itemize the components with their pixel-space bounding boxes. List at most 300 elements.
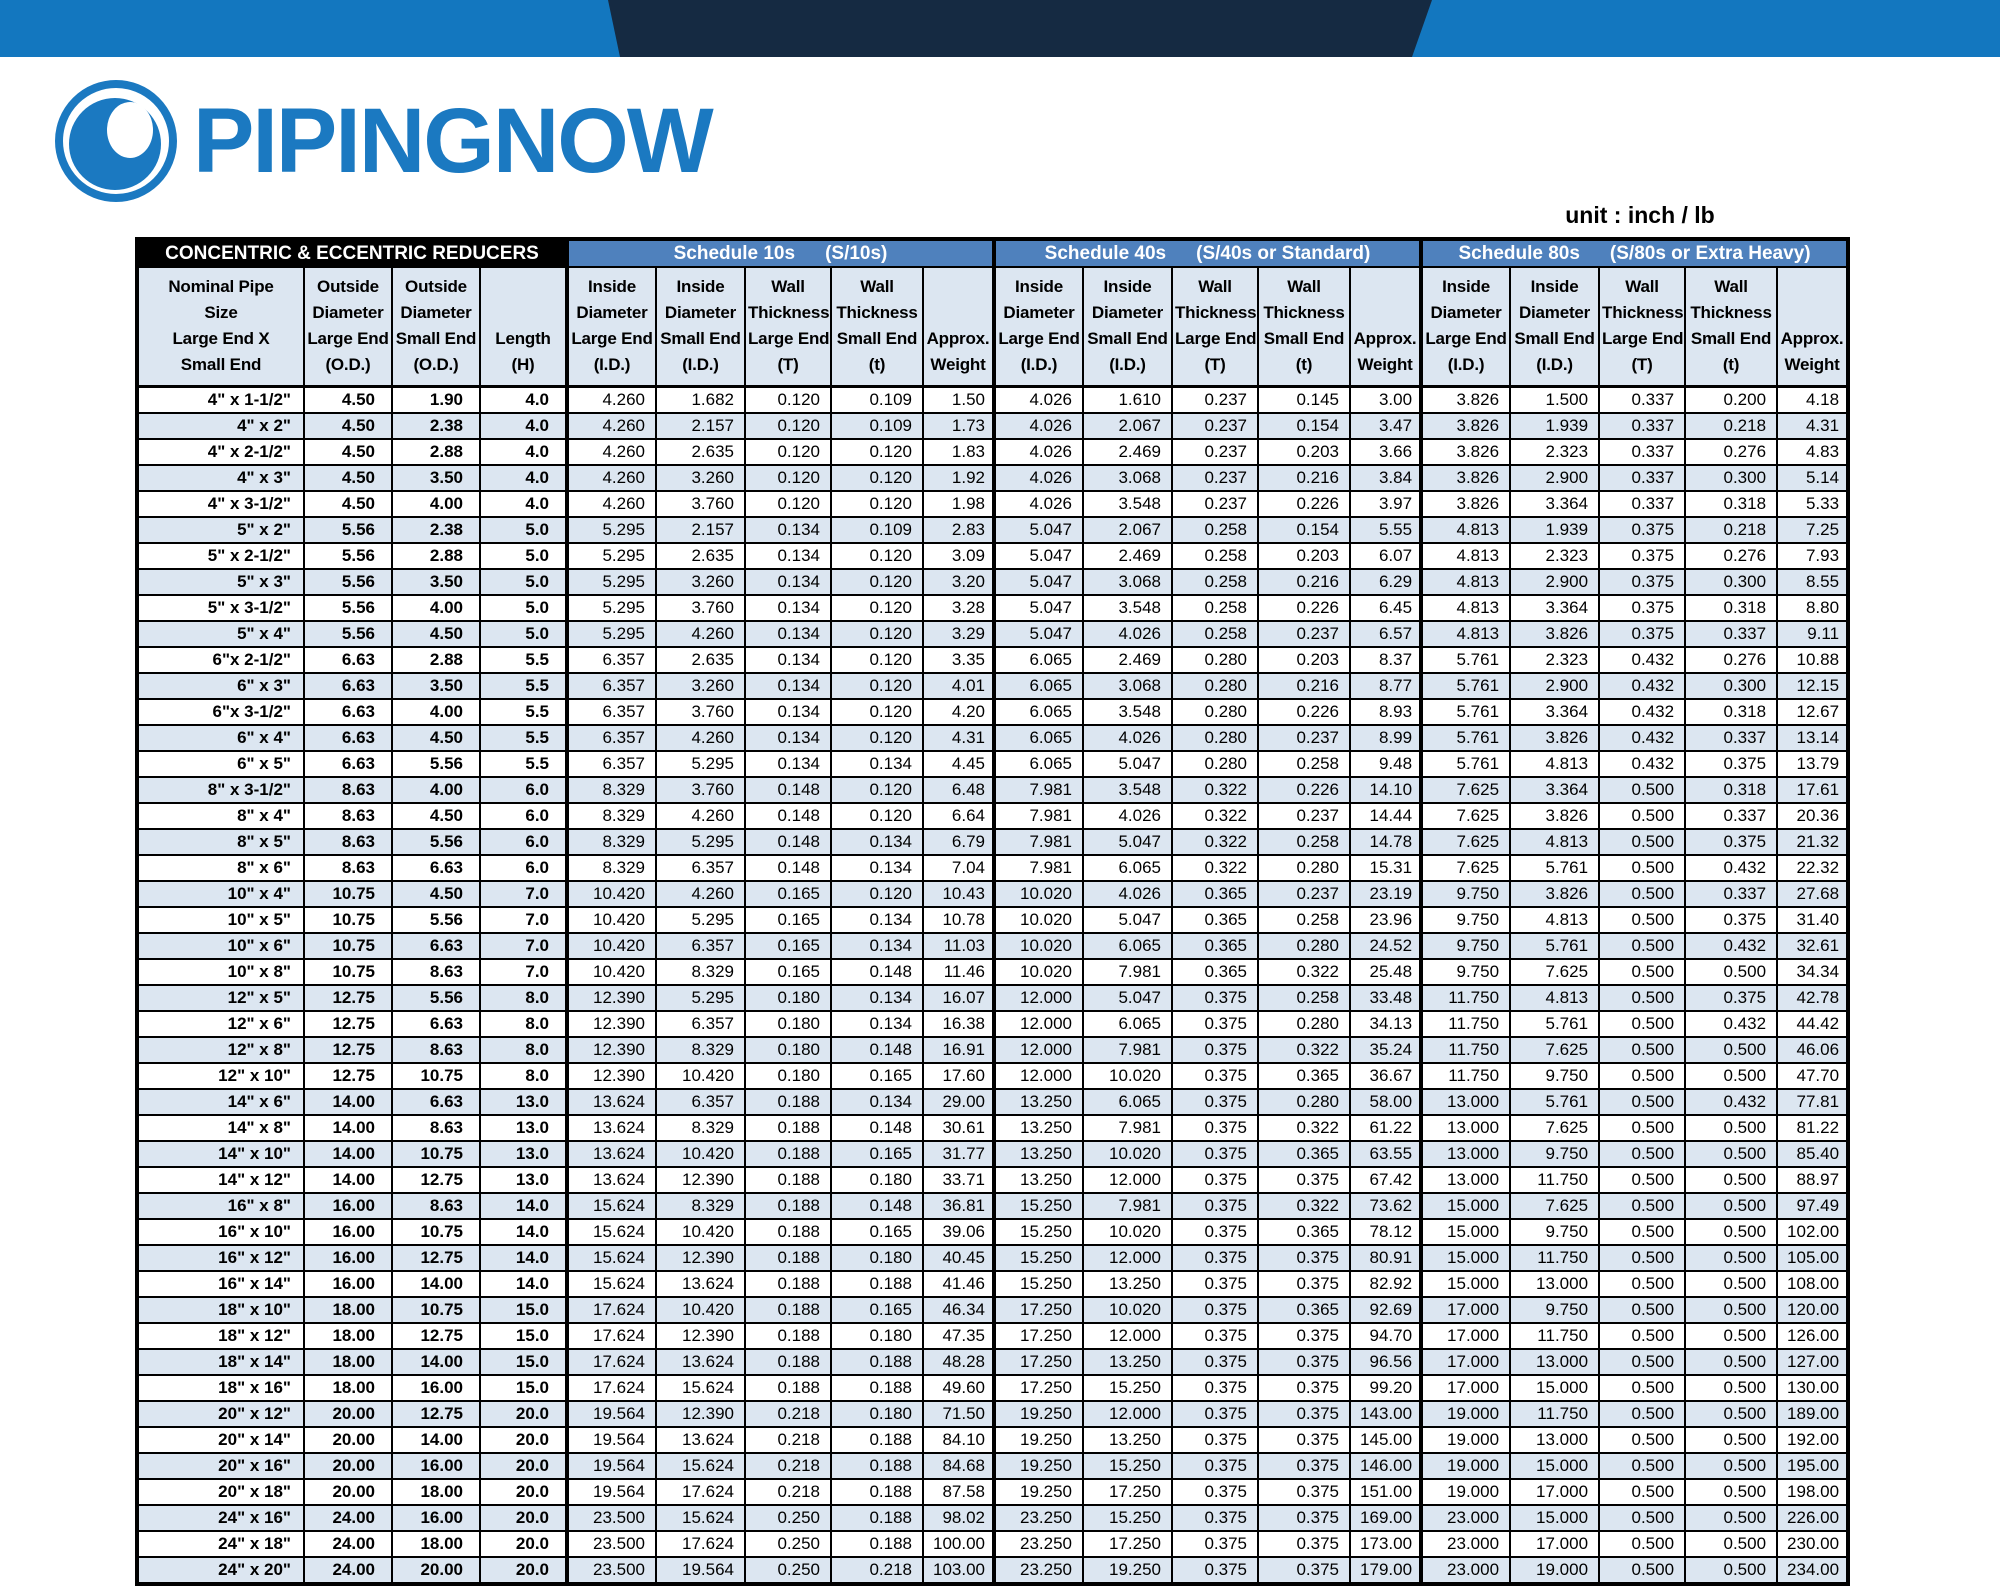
table-cell: 31.40: [1777, 907, 1848, 933]
table-cell: 0.500: [1599, 855, 1685, 881]
table-cell: 0.280: [1258, 933, 1350, 959]
table-cell: 4.026: [1083, 621, 1172, 647]
table-cell: 17.624: [567, 1323, 656, 1349]
table-cell: 0.148: [831, 1115, 923, 1141]
table-cell: 5.56: [304, 517, 392, 543]
table-cell: 10.75: [304, 959, 392, 985]
table-cell: 5.5: [480, 673, 567, 699]
table-cell: 0.337: [1599, 465, 1685, 491]
table-cell: 1.500: [1510, 387, 1599, 414]
table-cell: 13.624: [656, 1427, 745, 1453]
table-cell: 4.50: [304, 439, 392, 465]
table-cell: 14.00: [304, 1141, 392, 1167]
table-cell: 15.250: [994, 1219, 1083, 1245]
column-header: Inside Diameter Large End (I.D.): [567, 267, 656, 387]
table-cell: 6.357: [656, 933, 745, 959]
table-cell: 5.761: [1510, 1089, 1599, 1115]
table-cell: 31.77: [923, 1141, 994, 1167]
table-cell: 0.109: [831, 387, 923, 414]
table-cell: 2.38: [392, 413, 480, 439]
table-cell: 0.120: [831, 465, 923, 491]
table-cell: 234.00: [1777, 1557, 1848, 1584]
table-cell: 3.068: [1083, 673, 1172, 699]
table-cell: 0.120: [831, 673, 923, 699]
table-cell: 0.375: [1172, 1375, 1258, 1401]
table-cell: 20" x 12": [137, 1401, 304, 1427]
table-cell: 9.750: [1421, 933, 1510, 959]
table-cell: 10.020: [1083, 1141, 1172, 1167]
table-cell: 20.36: [1777, 803, 1848, 829]
table-cell: 5.047: [1083, 985, 1172, 1011]
table-cell: 14" x 10": [137, 1141, 304, 1167]
column-header: Wall Thickness Large End (T): [745, 267, 831, 387]
table-cell: 0.180: [745, 1011, 831, 1037]
table-cell: 5" x 3-1/2": [137, 595, 304, 621]
table-cell: 2.323: [1510, 439, 1599, 465]
table-cell: 0.165: [745, 959, 831, 985]
table-cell: 47.35: [923, 1323, 994, 1349]
table-cell: 7.0: [480, 933, 567, 959]
table-cell: 6.357: [567, 647, 656, 673]
table-cell: 99.20: [1350, 1375, 1421, 1401]
table-cell: 8.63: [304, 855, 392, 881]
table-cell: 20.0: [480, 1531, 567, 1557]
table-cell: 9.750: [1510, 1141, 1599, 1167]
table-cell: 84.68: [923, 1453, 994, 1479]
table-cell: 15.000: [1421, 1245, 1510, 1271]
table-cell: 0.375: [1172, 1141, 1258, 1167]
table-cell: 10" x 8": [137, 959, 304, 985]
table-cell: 14.78: [1350, 829, 1421, 855]
table-cell: 1.92: [923, 465, 994, 491]
table-cell: 13.250: [994, 1115, 1083, 1141]
table-cell: 96.56: [1350, 1349, 1421, 1375]
table-cell: 17.000: [1421, 1297, 1510, 1323]
table-cell: 4.260: [656, 881, 745, 907]
table-cell: 61.22: [1350, 1115, 1421, 1141]
table-cell: 6.065: [994, 647, 1083, 673]
table-cell: 15.000: [1421, 1193, 1510, 1219]
table-cell: 0.188: [745, 1349, 831, 1375]
table-cell: 92.69: [1350, 1297, 1421, 1323]
schedule-label: Schedule 40s: [1044, 242, 1167, 264]
table-row: [137, 1193, 1848, 1219]
table-cell: 15.250: [994, 1245, 1083, 1271]
table-cell: 16.00: [304, 1245, 392, 1271]
table-cell: 23.250: [994, 1531, 1083, 1557]
table-cell: 4.0: [480, 491, 567, 517]
table-cell: 11.750: [1510, 1323, 1599, 1349]
table-cell: 13.250: [1083, 1427, 1172, 1453]
table-cell: 98.02: [923, 1505, 994, 1531]
table-cell: 3.28: [923, 595, 994, 621]
table-cell: 10.420: [567, 907, 656, 933]
table-cell: 3.260: [656, 673, 745, 699]
table-cell: 6" x 5": [137, 751, 304, 777]
table-cell: 0.180: [831, 1323, 923, 1349]
table-cell: 1.610: [1083, 387, 1172, 414]
column-header: Wall Thickness Small End (t): [831, 267, 923, 387]
table-cell: 97.49: [1777, 1193, 1848, 1219]
table-cell: 0.134: [745, 543, 831, 569]
table-cell: 3.47: [1350, 413, 1421, 439]
column-header: Length (H): [480, 267, 567, 387]
table-cell: 17.000: [1421, 1323, 1510, 1349]
table-cell: 4" x 3-1/2": [137, 491, 304, 517]
table-cell: 10.420: [567, 959, 656, 985]
table-cell: 36.67: [1350, 1063, 1421, 1089]
table-cell: 10.020: [994, 881, 1083, 907]
table-cell: 23.500: [567, 1531, 656, 1557]
table-cell: 4.026: [994, 465, 1083, 491]
table-cell: 4.50: [304, 387, 392, 414]
table-cell: 0.120: [831, 439, 923, 465]
table-cell: 0.375: [1172, 1167, 1258, 1193]
table-cell: 0.188: [831, 1453, 923, 1479]
table-cell: 189.00: [1777, 1401, 1848, 1427]
table-cell: 33.48: [1350, 985, 1421, 1011]
table-cell: 0.375: [1599, 595, 1685, 621]
table-cell: 36.81: [923, 1193, 994, 1219]
table-cell: 0.218: [1685, 517, 1777, 543]
table-cell: 6.63: [304, 699, 392, 725]
table-cell: 8.63: [392, 1115, 480, 1141]
table-cell: 13.000: [1510, 1427, 1599, 1453]
table-cell: 8.63: [304, 829, 392, 855]
table-cell: 13.624: [567, 1141, 656, 1167]
table-cell: 0.237: [1172, 465, 1258, 491]
table-cell: 16" x 10": [137, 1219, 304, 1245]
table-cell: 5.761: [1421, 751, 1510, 777]
table-cell: 0.120: [831, 543, 923, 569]
table-cell: 15.000: [1421, 1271, 1510, 1297]
table-cell: 5.047: [994, 595, 1083, 621]
table-cell: 12.000: [994, 1037, 1083, 1063]
table-cell: 7.625: [1421, 855, 1510, 881]
table-cell: 5.56: [304, 543, 392, 569]
table-cell: 12.390: [567, 1037, 656, 1063]
table-cell: 15.624: [567, 1271, 656, 1297]
table-cell: 5.047: [994, 621, 1083, 647]
table-cell: 0.500: [1599, 829, 1685, 855]
table-cell: 5.761: [1421, 647, 1510, 673]
table-cell: 7.981: [994, 777, 1083, 803]
table-cell: 4.260: [656, 621, 745, 647]
table-cell: 100.00: [923, 1531, 994, 1557]
table-cell: 8.329: [567, 855, 656, 881]
table-cell: 15.250: [1083, 1375, 1172, 1401]
table-cell: 0.188: [745, 1271, 831, 1297]
table-cell: 0.500: [1599, 1531, 1685, 1557]
table-cell: 192.00: [1777, 1427, 1848, 1453]
table-cell: 73.62: [1350, 1193, 1421, 1219]
table-cell: 8.63: [392, 1037, 480, 1063]
table-row: [137, 1037, 1848, 1063]
table-cell: 6.357: [567, 699, 656, 725]
table-row: [137, 1011, 1848, 1037]
column-header: Wall Thickness Small End (t): [1685, 267, 1777, 387]
table-cell: 17.624: [567, 1375, 656, 1401]
schedule-label: Schedule 80s: [1458, 242, 1580, 264]
table-cell: 14" x 6": [137, 1089, 304, 1115]
table-cell: 102.00: [1777, 1219, 1848, 1245]
table-cell: 13.0: [480, 1167, 567, 1193]
table-cell: 16" x 14": [137, 1271, 304, 1297]
table-cell: 11.750: [1421, 1037, 1510, 1063]
table-cell: 3.364: [1510, 777, 1599, 803]
table-cell: 0.200: [1685, 387, 1777, 414]
table-cell: 179.00: [1350, 1557, 1421, 1584]
table-cell: 151.00: [1350, 1479, 1421, 1505]
table-cell: 0.375: [1172, 1531, 1258, 1557]
table-cell: 4.00: [392, 491, 480, 517]
group-header-schedule-1: [567, 239, 994, 267]
top-banner: [0, 0, 2000, 57]
table-cell: 0.258: [1258, 829, 1350, 855]
table-cell: 7.0: [480, 907, 567, 933]
table-cell: 5.295: [656, 907, 745, 933]
table-cell: 0.375: [1172, 1505, 1258, 1531]
table-row: [137, 751, 1848, 777]
table-cell: 3.826: [1421, 439, 1510, 465]
table-cell: 3.760: [656, 491, 745, 517]
table-cell: 10" x 6": [137, 933, 304, 959]
table-row: [137, 517, 1848, 543]
table-cell: 0.134: [745, 725, 831, 751]
table-cell: 5.295: [567, 569, 656, 595]
table-cell: 8.329: [567, 777, 656, 803]
table-cell: 0.337: [1685, 725, 1777, 751]
table-cell: 0.120: [745, 387, 831, 414]
table-cell: 0.322: [1258, 1037, 1350, 1063]
table-cell: 0.318: [1685, 777, 1777, 803]
table-cell: 3.20: [923, 569, 994, 595]
table-cell: 4.31: [923, 725, 994, 751]
table-cell: 0.500: [1599, 1063, 1685, 1089]
table-cell: 20.00: [304, 1401, 392, 1427]
table-cell: 0.237: [1172, 491, 1258, 517]
table-cell: 2.88: [392, 439, 480, 465]
table-cell: 6.63: [392, 855, 480, 881]
table-cell: 0.276: [1685, 439, 1777, 465]
table-cell: 0.188: [831, 1271, 923, 1297]
table-cell: 9.750: [1421, 907, 1510, 933]
table-cell: 0.300: [1685, 465, 1777, 491]
table-cell: 1.73: [923, 413, 994, 439]
table-cell: 0.375: [1172, 1115, 1258, 1141]
table-cell: 14.00: [304, 1115, 392, 1141]
table-cell: 0.280: [1172, 673, 1258, 699]
table-cell: 18" x 12": [137, 1323, 304, 1349]
table-cell: 0.120: [831, 491, 923, 517]
table-cell: 5.047: [994, 517, 1083, 543]
table-cell: 6.0: [480, 855, 567, 881]
table-cell: 8.63: [392, 959, 480, 985]
table-cell: 2.067: [1083, 413, 1172, 439]
table-row: [137, 673, 1848, 699]
table-cell: 4.00: [392, 595, 480, 621]
table-cell: 0.337: [1685, 803, 1777, 829]
table-cell: 4.18: [1777, 387, 1848, 414]
table-cell: 5.56: [392, 829, 480, 855]
table-cell: 24.52: [1350, 933, 1421, 959]
table-cell: 6.357: [656, 855, 745, 881]
table-cell: 0.500: [1685, 1271, 1777, 1297]
table-cell: 0.375: [1172, 1297, 1258, 1323]
table-cell: 15.250: [994, 1193, 1083, 1219]
table-cell: 6.63: [304, 751, 392, 777]
table-cell: 19.250: [994, 1427, 1083, 1453]
table-cell: 0.180: [745, 1037, 831, 1063]
table-cell: 3.364: [1510, 699, 1599, 725]
table-cell: 4.260: [567, 439, 656, 465]
table-cell: 7.625: [1510, 1115, 1599, 1141]
table-cell: 24.00: [304, 1531, 392, 1557]
table-cell: 12.000: [1083, 1245, 1172, 1271]
table-cell: 7.625: [1510, 959, 1599, 985]
group-header-row: [137, 239, 1848, 267]
table-cell: 46.06: [1777, 1037, 1848, 1063]
table-cell: 4.813: [1510, 907, 1599, 933]
table-cell: 5.295: [567, 517, 656, 543]
table-cell: 13.250: [1083, 1349, 1172, 1375]
table-cell: 0.322: [1258, 959, 1350, 985]
table-cell: 0.165: [831, 1063, 923, 1089]
table-cell: 0.226: [1258, 777, 1350, 803]
table-cell: 4.813: [1510, 985, 1599, 1011]
table-cell: 6" x 3": [137, 673, 304, 699]
table-cell: 0.500: [1599, 881, 1685, 907]
table-cell: 11.750: [1421, 1011, 1510, 1037]
table-cell: 10.75: [392, 1219, 480, 1245]
table-cell: 16.00: [392, 1453, 480, 1479]
table-cell: 4.0: [480, 387, 567, 414]
table-cell: 4.813: [1421, 543, 1510, 569]
table-cell: 12.000: [994, 1063, 1083, 1089]
table-cell: 0.432: [1685, 1089, 1777, 1115]
table-cell: 9.750: [1421, 959, 1510, 985]
table-cell: 10.420: [567, 933, 656, 959]
table-cell: 77.81: [1777, 1089, 1848, 1115]
table-cell: 4.01: [923, 673, 994, 699]
table-cell: 126.00: [1777, 1323, 1848, 1349]
table-row: [137, 465, 1848, 491]
table-cell: 13.14: [1777, 725, 1848, 751]
table-cell: 15.624: [656, 1375, 745, 1401]
table-cell: 5.761: [1421, 725, 1510, 751]
table-cell: 6.29: [1350, 569, 1421, 595]
table-cell: 0.500: [1685, 1453, 1777, 1479]
table-cell: 0.145: [1258, 387, 1350, 414]
table-cell: 13.250: [994, 1089, 1083, 1115]
table-cell: 0.165: [745, 881, 831, 907]
table-cell: 7.625: [1421, 777, 1510, 803]
table-cell: 0.237: [1172, 387, 1258, 414]
table-cell: 5.761: [1510, 855, 1599, 881]
table-cell: 4.50: [392, 725, 480, 751]
table-cell: 7.981: [994, 829, 1083, 855]
table-cell: 80.91: [1350, 1245, 1421, 1271]
table-cell: 120.00: [1777, 1297, 1848, 1323]
table-cell: 4.813: [1510, 751, 1599, 777]
table-cell: 5.55: [1350, 517, 1421, 543]
table-cell: 0.203: [1258, 439, 1350, 465]
table-cell: 15.250: [1083, 1505, 1172, 1531]
table-cell: 1.682: [656, 387, 745, 414]
table-cell: 0.148: [831, 1193, 923, 1219]
table-cell: 0.120: [831, 569, 923, 595]
table-cell: 16.00: [304, 1219, 392, 1245]
table-cell: 0.365: [1258, 1297, 1350, 1323]
column-header: Nominal Pipe Size Large End X Small End: [137, 267, 304, 387]
table-row: [137, 725, 1848, 751]
table-cell: 3.548: [1083, 699, 1172, 725]
table-cell: 6.065: [1083, 1011, 1172, 1037]
table-cell: 0.258: [1258, 907, 1350, 933]
table-cell: 11.750: [1510, 1401, 1599, 1427]
table-cell: 84.10: [923, 1427, 994, 1453]
table-cell: 5.761: [1421, 699, 1510, 725]
table-cell: 11.46: [923, 959, 994, 985]
column-header: Inside Diameter Small End (I.D.): [656, 267, 745, 387]
table-cell: 0.218: [745, 1401, 831, 1427]
table-cell: 0.500: [1599, 1089, 1685, 1115]
table-cell: 2.88: [392, 647, 480, 673]
table-cell: 0.375: [1599, 569, 1685, 595]
table-cell: 0.365: [1172, 959, 1258, 985]
table-cell: 0.318: [1685, 595, 1777, 621]
table-cell: 0.500: [1685, 1037, 1777, 1063]
table-cell: 0.134: [831, 855, 923, 881]
table-cell: 6.065: [1083, 933, 1172, 959]
table-cell: 0.165: [745, 933, 831, 959]
table-cell: 0.280: [1258, 855, 1350, 881]
table-cell: 2.900: [1510, 569, 1599, 595]
table-cell: 15.624: [656, 1453, 745, 1479]
table-cell: 6.357: [567, 673, 656, 699]
table-cell: 32.61: [1777, 933, 1848, 959]
table-cell: 15.000: [1510, 1453, 1599, 1479]
table-cell: 0.120: [831, 777, 923, 803]
table-cell: 0.500: [1599, 1167, 1685, 1193]
table-cell: 143.00: [1350, 1401, 1421, 1427]
table-cell: 7.93: [1777, 543, 1848, 569]
table-cell: 9.48: [1350, 751, 1421, 777]
table-cell: 0.375: [1258, 1505, 1350, 1531]
table-cell: 78.12: [1350, 1219, 1421, 1245]
table-cell: 9.750: [1421, 881, 1510, 907]
table-cell: 0.365: [1258, 1219, 1350, 1245]
table-cell: 5.56: [304, 569, 392, 595]
table-cell: 11.750: [1421, 1063, 1510, 1089]
table-cell: 20.0: [480, 1479, 567, 1505]
table-cell: 0.134: [745, 647, 831, 673]
table-row: [137, 829, 1848, 855]
table-cell: 0.375: [1258, 1531, 1350, 1557]
table-cell: 21.32: [1777, 829, 1848, 855]
table-cell: 0.237: [1258, 725, 1350, 751]
table-cell: 0.218: [831, 1557, 923, 1584]
table-cell: 3.97: [1350, 491, 1421, 517]
table-cell: 0.500: [1599, 1505, 1685, 1531]
table-cell: 0.375: [1172, 1401, 1258, 1427]
table-cell: 230.00: [1777, 1531, 1848, 1557]
table-cell: 6"x 3-1/2": [137, 699, 304, 725]
table-cell: 18.00: [392, 1531, 480, 1557]
table-cell: 0.258: [1258, 985, 1350, 1011]
table-cell: 24.00: [304, 1557, 392, 1584]
table-cell: 12.390: [567, 985, 656, 1011]
